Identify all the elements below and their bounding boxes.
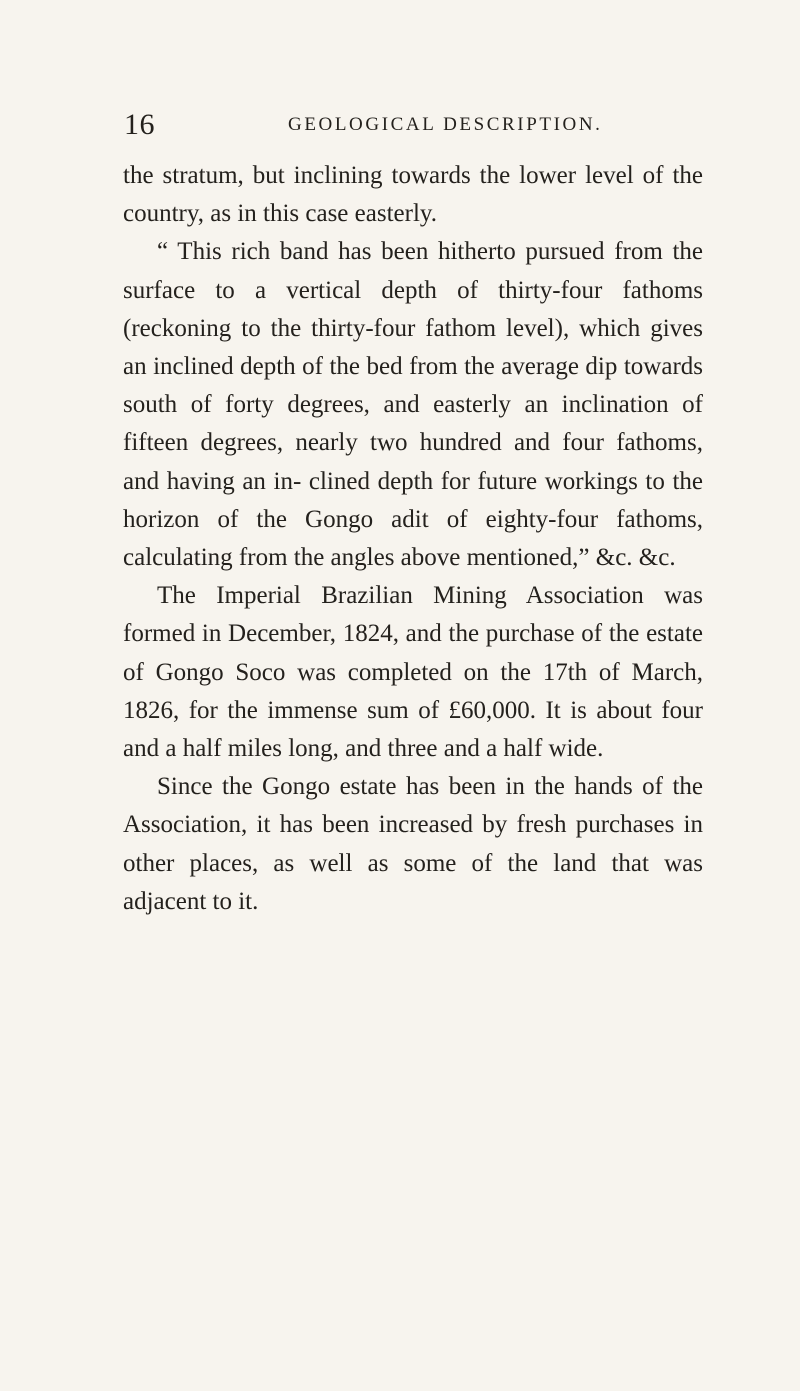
running-head: GEOLOGICAL DESCRIPTION.: [288, 114, 603, 135]
paragraph-4: Since the Gongo estate has been in the hands of the Association, it has been increased by fresh purchases in other places, as well as some of the land that was adjacent to it.: [123, 773, 703, 915]
page-number: 16: [124, 108, 155, 141]
page-header: [124, 108, 704, 148]
paragraph-3: The Imperial Brazilian Mining Association was formed in December, 1824, and the purchase of the estate of Gongo Soco was completed on the 17th of March, 1826, for the immense sum of £60,000. It is about four and a half miles long, and three and a half wide.: [123, 582, 703, 763]
body-text: [123, 157, 703, 921]
paragraph-1: the stratum, but inclining towards the lower level of the country, as in this case easterly.: [123, 162, 703, 228]
paragraph-2: “ This rich band has been hitherto pursued from the surface to a vertical depth of thirty-four fathoms (reckoning to the thirty-four fathom level), which gives an inclined depth of the bed from the average dip towards south of forty degrees, and easterly an inclination of fifteen degrees, nearly two hundred and four fathoms, and having an in- clined depth for future workings to the horizon of the Gongo adit of eighty-four fathoms, calculating from the angles above mentioned,” &c. &c.: [123, 238, 703, 572]
